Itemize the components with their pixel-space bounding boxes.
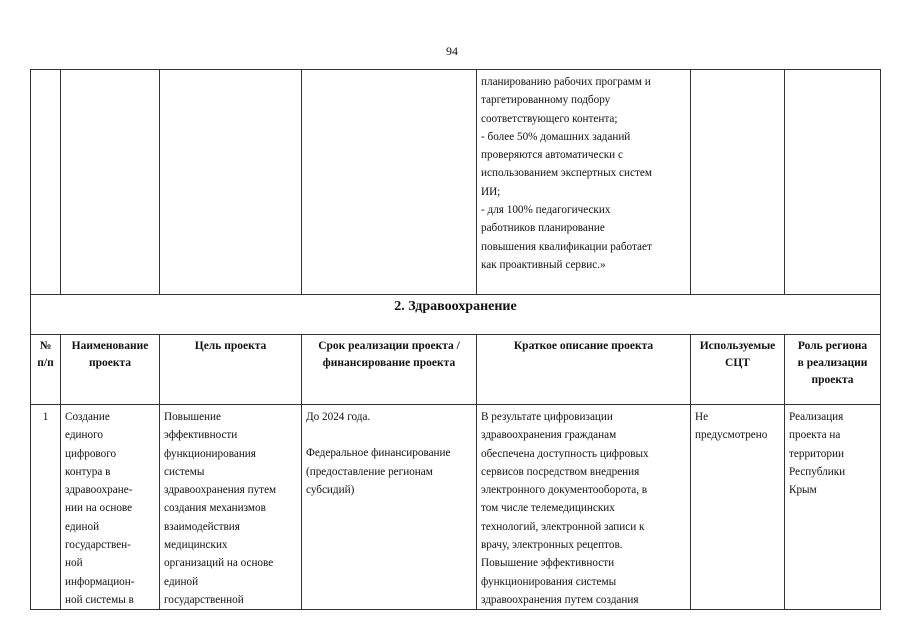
role-line: территории [789, 447, 844, 460]
name-line: нии на основе [65, 502, 133, 515]
description-line: Повышение эффективности [481, 557, 615, 570]
goal-line: медицинских [164, 539, 228, 552]
header-row [31, 335, 881, 405]
goal-line: организаций на основе [164, 557, 274, 570]
cont-line: ИИ; [481, 185, 501, 198]
goal-line: Повышение [164, 411, 221, 423]
description-line: В результате цифровизации [481, 411, 613, 423]
description-line: сервисов посредством внедрения [481, 465, 640, 478]
description-line: том числе телемедицинских [481, 502, 615, 515]
cont-number-cell [31, 70, 61, 295]
description-line: врачу, электронных рецептов. [481, 539, 623, 552]
cont-line: работников планирование [481, 222, 605, 235]
row-description [477, 405, 691, 610]
cont-line: таргетированному подбору [481, 94, 611, 107]
header-number-text: № п/п [37, 340, 54, 369]
row-tech [691, 405, 785, 610]
cont-line: использованием экспертных систем [481, 167, 652, 180]
description-line: электронного документооборота, в [481, 484, 648, 497]
description-line: здравоохранения гражданам [481, 429, 617, 442]
header-goal-text: Цель проекта [194, 340, 267, 352]
cont-line: планированию рабочих программ и [481, 76, 651, 88]
projects-table [30, 69, 881, 610]
name-line: ной [65, 557, 83, 570]
table-row [31, 405, 881, 610]
goal-line: создания механизмов [164, 502, 266, 515]
row-term [302, 405, 477, 610]
goal-line: эффективности [164, 429, 238, 442]
goal-line: государственной [164, 593, 244, 606]
name-line: Создание [65, 411, 110, 423]
cont-description-cell [477, 70, 691, 295]
name-line: здравоохране- [65, 484, 133, 497]
header-term-text: Срок реализации проекта / финансирование проекта [318, 340, 460, 369]
name-line: ной системы в [65, 593, 134, 606]
cont-line: - более 50% домашних заданий [481, 130, 631, 143]
description-line: технологий, электронной записи к [481, 520, 645, 533]
header-goal [160, 335, 302, 405]
description-line: обеспечена доступность цифровых [481, 447, 649, 460]
cont-line: повышения квалификации работает [481, 240, 652, 253]
term-line: (предоставление регионам [306, 465, 433, 478]
header-tech [691, 335, 785, 405]
term-line: Федеральное финансирование [306, 447, 451, 460]
term-line: субсидий) [306, 483, 355, 496]
cont-goal-cell [160, 70, 302, 295]
header-name-text: Наименование проекта [71, 340, 149, 369]
name-line: цифрового [65, 447, 117, 460]
role-line: проекта на [789, 429, 841, 442]
cont-role-cell [785, 70, 881, 295]
header-description-text: Краткое описание проекта [513, 340, 654, 352]
name-line: единой [65, 520, 100, 533]
page-number: 94 [446, 44, 458, 58]
goal-line: единой [164, 575, 199, 588]
cont-line: проверяются автоматически с [481, 149, 623, 162]
tech-line: Не [695, 411, 709, 423]
header-number [31, 335, 61, 405]
header-role-text: Роль региона в реализации проекта [797, 340, 868, 386]
description-line: здравоохранения путем создания [481, 593, 639, 606]
cont-term-cell [302, 70, 477, 295]
description-line: функционирования системы [481, 575, 617, 588]
name-line: государствен- [65, 539, 131, 552]
tech-line: предусмотрено [695, 429, 768, 442]
goal-line: системы [164, 465, 205, 478]
row-goal [160, 405, 302, 610]
cont-line: соответствующего контента; [481, 112, 618, 125]
row-number: 1 [31, 405, 61, 610]
name-line: контура в [65, 465, 111, 478]
continuation-row [31, 70, 881, 295]
section-row [31, 295, 881, 335]
goal-line: взаимодействия [164, 520, 240, 533]
row-role [785, 405, 881, 610]
term-line: До 2024 года. [306, 411, 371, 423]
header-role [785, 335, 881, 405]
cont-line: как проактивный сервис.» [481, 258, 606, 271]
header-name [61, 335, 160, 405]
role-line: Крым [789, 484, 817, 497]
role-line: Республики [789, 465, 846, 478]
row-name [61, 405, 160, 610]
header-description [477, 335, 691, 405]
header-tech-text: Используемые СЦТ [699, 340, 776, 369]
header-term [302, 335, 477, 405]
section-title: 2. Здравоохранение [31, 295, 881, 335]
goal-line: функционирования [164, 447, 256, 460]
cont-tech-cell [691, 70, 785, 295]
role-line: Реализация [789, 411, 844, 423]
name-line: единого [65, 429, 103, 442]
cont-line: - для 100% педагогических [481, 204, 611, 217]
name-line: информацион- [65, 575, 135, 588]
cont-name-cell [61, 70, 160, 295]
goal-line: здравоохранения путем [164, 484, 277, 497]
term-line [306, 426, 472, 444]
